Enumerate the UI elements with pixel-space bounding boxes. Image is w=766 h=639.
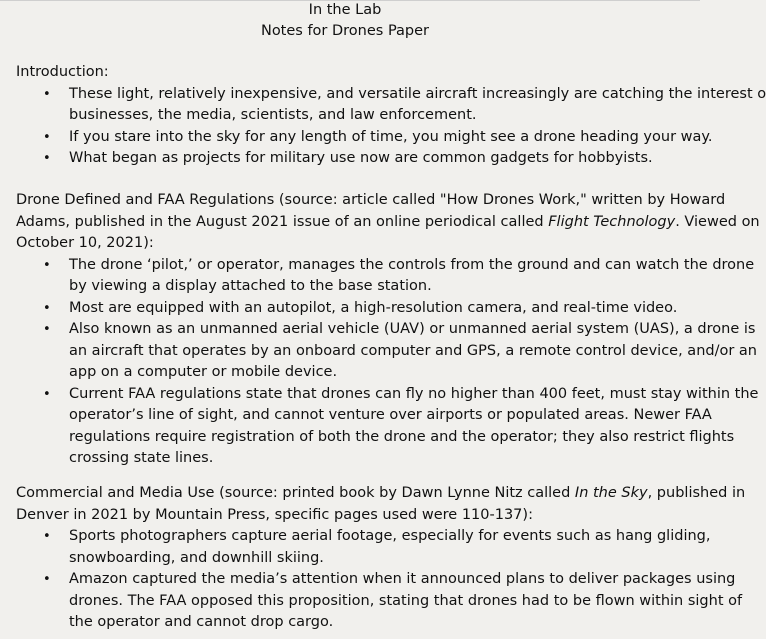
- list-item-text: Current FAA regulations state that drones can fly no higher than 400 feet, must stay within the: [69, 385, 759, 402]
- heading-text: . Viewed on: [675, 213, 760, 230]
- heading-text: Commercial and Media Use (source: printed book by Dawn Lynne Nitz called: [16, 485, 575, 501]
- list-item: [16, 148, 706, 170]
- bullet-icon: •: [43, 151, 51, 166]
- bullet-icon: •: [43, 572, 51, 587]
- list-item: [16, 127, 713, 149]
- list-item: [16, 298, 706, 320]
- list-item: [16, 255, 755, 298]
- list-item-text: by viewing a display attached to the base station.: [69, 278, 432, 294]
- section-commercial-media: [16, 483, 746, 634]
- book-title: In the Sky: [574, 485, 648, 501]
- bullet-icon: •: [43, 257, 51, 273]
- section-heading-commercial-media: [16, 483, 746, 526]
- list-item-text: These light, relatively inexpensive, and versatile aircraft increasingly are catching the interest o: [69, 85, 766, 102]
- section-heading-drone-defined: [16, 190, 760, 255]
- list-item-text: Also known as an unmanned aerial vehicle (UAV) or unmanned aerial system (UAS), a drone is: [69, 321, 756, 337]
- section-heading-introduction: Introduction:: [16, 64, 109, 80]
- heading-line: [16, 212, 760, 234]
- list-item-text: snowboarding, and downhill skiing.: [69, 549, 324, 566]
- bullet-icon: •: [43, 386, 51, 402]
- list-item: [16, 569, 743, 634]
- section-introduction: [16, 62, 766, 170]
- heading-line: [16, 483, 746, 505]
- bullet-list-commercial-media: [16, 526, 743, 634]
- document-title-block: [0, 0, 700, 42]
- bullet-icon: •: [43, 529, 51, 544]
- document-subtitle: Notes for Drones Paper: [260, 23, 430, 39]
- list-item-text: If you stare into the sky for any length of time, you might see a drone heading your way.: [69, 128, 713, 145]
- heading-text: Adams, published in the August 2021 issue of an online periodical called: [16, 213, 549, 230]
- bullet-list-introduction: [16, 84, 766, 170]
- list-item-text: the operator and cannot drop cargo.: [69, 614, 334, 630]
- list-item-text: regulations require registration of both the drone and the operator; they also restrict flights: [69, 428, 735, 445]
- list-item-text: an aircraft that operates by an onboard computer and GPS, a remote control device, and/or an: [69, 342, 757, 359]
- bullet-icon: •: [43, 300, 51, 316]
- section-drone-defined: [16, 190, 760, 470]
- heading-line: Denver in 2021 by Mountain Press, specific pages used were 110-137):: [16, 506, 533, 523]
- list-item-text: Sports photographers capture aerial footage, especially for events such as hang gliding,: [69, 528, 711, 544]
- heading-text: , published in: [647, 485, 746, 501]
- list-item-text: crossing state lines.: [69, 450, 214, 466]
- list-item-text: What began as projects for military use now are common gadgets for hobbyists.: [69, 150, 653, 166]
- document-title: In the Lab: [308, 2, 382, 18]
- list-item-text: operator’s line of sight, and cannot venture over airports or populated areas. Newer FAA: [69, 407, 712, 423]
- bullet-icon: •: [43, 322, 51, 337]
- list-item-text: The drone ‘pilot,’ or operator, manages the controls from the ground and can watch the drone: [69, 256, 755, 273]
- bullet-icon: •: [43, 129, 51, 145]
- bullet-icon: •: [43, 86, 51, 102]
- bullet-list-drone-defined: [16, 255, 759, 470]
- periodical-title: Flight Technology: [548, 213, 676, 230]
- list-item-text: Amazon captured the media’s attention when it announced plans to deliver packages using: [69, 571, 736, 587]
- list-item-text: app on a computer or mobile device.: [69, 364, 338, 380]
- heading-line: Drone Defined and FAA Regulations (source: article called "How Drones Work," written by Howard: [16, 192, 726, 208]
- list-item-text: drones. The FAA opposed this proposition, stating that drones had to be flown within sight of: [69, 592, 743, 609]
- list-item: [16, 384, 759, 470]
- list-item: [16, 84, 766, 127]
- list-item: [16, 319, 757, 384]
- list-item: [16, 526, 711, 569]
- list-item-text: Most are equipped with an autopilot, a high-resolution camera, and real-time video.: [69, 299, 678, 316]
- list-item-text: businesses, the media, scientists, and law enforcement.: [69, 107, 477, 123]
- heading-line: October 10, 2021):: [16, 235, 154, 251]
